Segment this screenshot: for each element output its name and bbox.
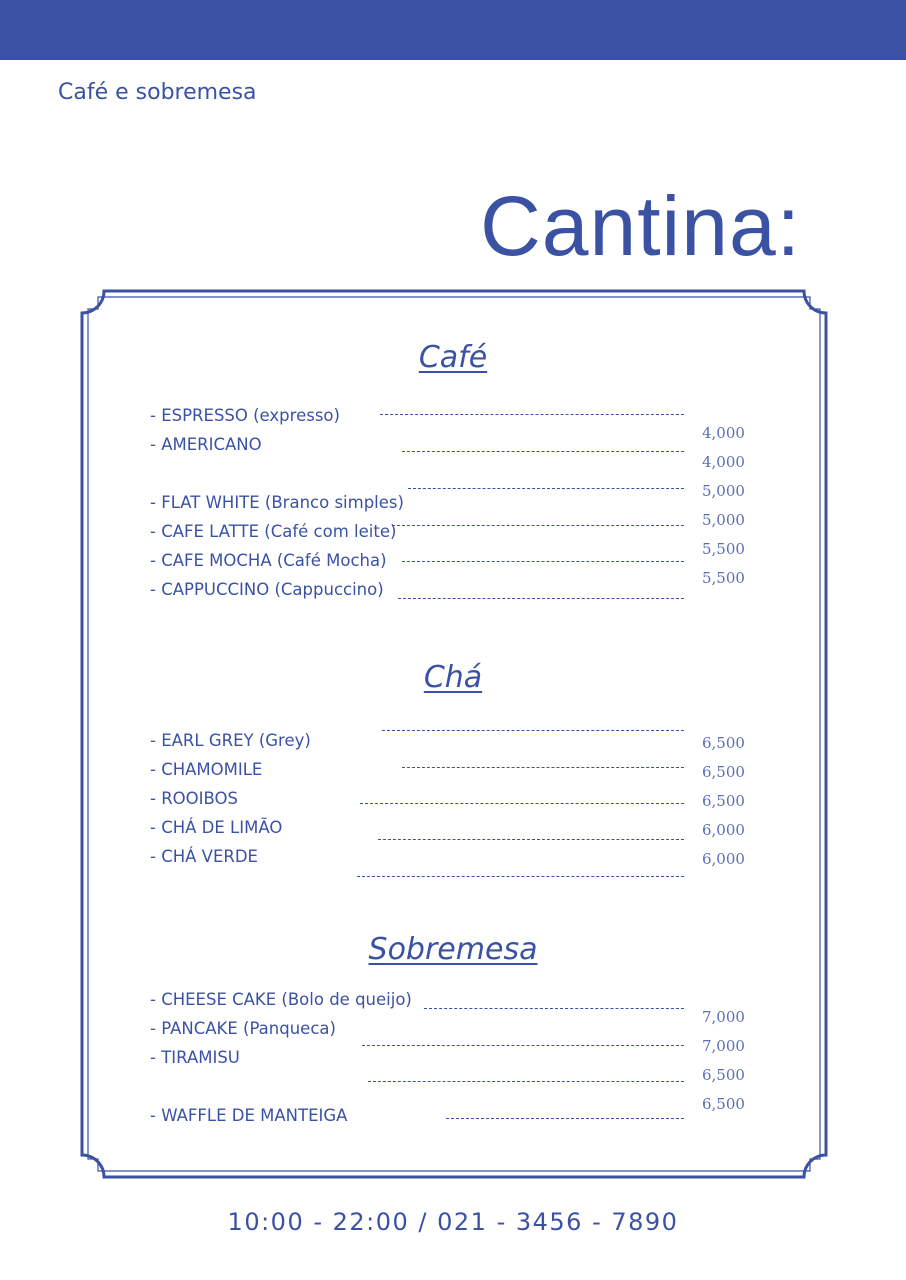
- price-flat-white: 5,000: [702, 482, 745, 500]
- dotted-leader: [424, 1008, 684, 1009]
- dotted-leader: [380, 414, 684, 415]
- dotted-leader: [357, 876, 684, 877]
- menu-item-tiramisu: - TIRAMISU: [150, 1048, 240, 1067]
- price-cafe-mocha: 5,500: [702, 540, 745, 558]
- dotted-leader: [392, 525, 684, 526]
- menu-item-pancake: - PANCAKE (Panqueca): [150, 1019, 336, 1038]
- price-cafe-latte: 5,000: [702, 511, 745, 529]
- dotted-leader: [446, 1118, 684, 1119]
- menu-item-cafe-mocha: - CAFE MOCHA (Café Mocha): [150, 551, 387, 570]
- price-rooibos: 6,500: [702, 792, 745, 810]
- price-americano: 4,000: [702, 453, 745, 471]
- section-title-cha: Chá: [423, 660, 483, 695]
- dotted-leader: [402, 767, 684, 768]
- menu-item-flat-white: - FLAT WHITE (Branco simples): [150, 493, 404, 512]
- price-tiramisu: 6,500: [702, 1066, 745, 1084]
- section-title-sobremesa: Sobremesa: [368, 932, 538, 967]
- menu-item-waffle: - WAFFLE DE MANTEIGA: [150, 1106, 348, 1125]
- top-banner-bar: [0, 0, 906, 60]
- dotted-leader: [382, 730, 684, 731]
- menu-item-chamomile: - CHAMOMILE: [150, 760, 263, 779]
- menu-item-cheese-cake: - CHEESE CAKE (Bolo de queijo): [150, 990, 412, 1009]
- menu-title: Cantina:: [480, 179, 801, 273]
- dotted-leader: [368, 1081, 684, 1082]
- dotted-leader: [378, 839, 684, 840]
- dotted-leader: [408, 488, 684, 489]
- price-cha-verde: 6,000: [702, 850, 745, 868]
- menu-item-earl-grey: - EARL GREY (Grey): [150, 731, 311, 750]
- dotted-leader: [402, 451, 684, 452]
- price-cha-de-limao: 6,000: [702, 821, 745, 839]
- footer-hours-contact: 10:00 - 22:00 / 021 - 3456 - 7890: [227, 1208, 679, 1236]
- price-pancake: 7,000: [702, 1037, 745, 1055]
- menu-item-rooibos: - ROOIBOS: [150, 789, 238, 808]
- price-chamomile: 6,500: [702, 763, 745, 781]
- price-waffle: 6,500: [702, 1095, 745, 1113]
- dotted-leader: [362, 1045, 684, 1046]
- price-cheese-cake: 7,000: [702, 1008, 745, 1026]
- menu-item-cha-verde: - CHÁ VERDE: [150, 847, 258, 866]
- price-cappuccino: 5,500: [702, 569, 745, 587]
- menu-item-espresso: - ESPRESSO (expresso): [150, 406, 340, 425]
- dotted-leader: [398, 598, 684, 599]
- section-title-cafe: Café: [418, 340, 488, 375]
- menu-item-cafe-latte: - CAFE LATTE (Café com leite): [150, 522, 397, 541]
- menu-item-americano: - AMERICANO: [150, 435, 262, 454]
- menu-item-cappuccino: - CAPPUCCINO (Cappuccino): [150, 580, 384, 599]
- dotted-leader: [360, 803, 684, 804]
- price-earl-grey: 6,500: [702, 734, 745, 752]
- price-espresso: 4,000: [702, 424, 745, 442]
- menu-item-cha-de-limao: - CHÁ DE LIMÃO: [150, 818, 283, 837]
- menu-subtitle: Café e sobremesa: [58, 80, 257, 105]
- dotted-leader: [402, 561, 684, 562]
